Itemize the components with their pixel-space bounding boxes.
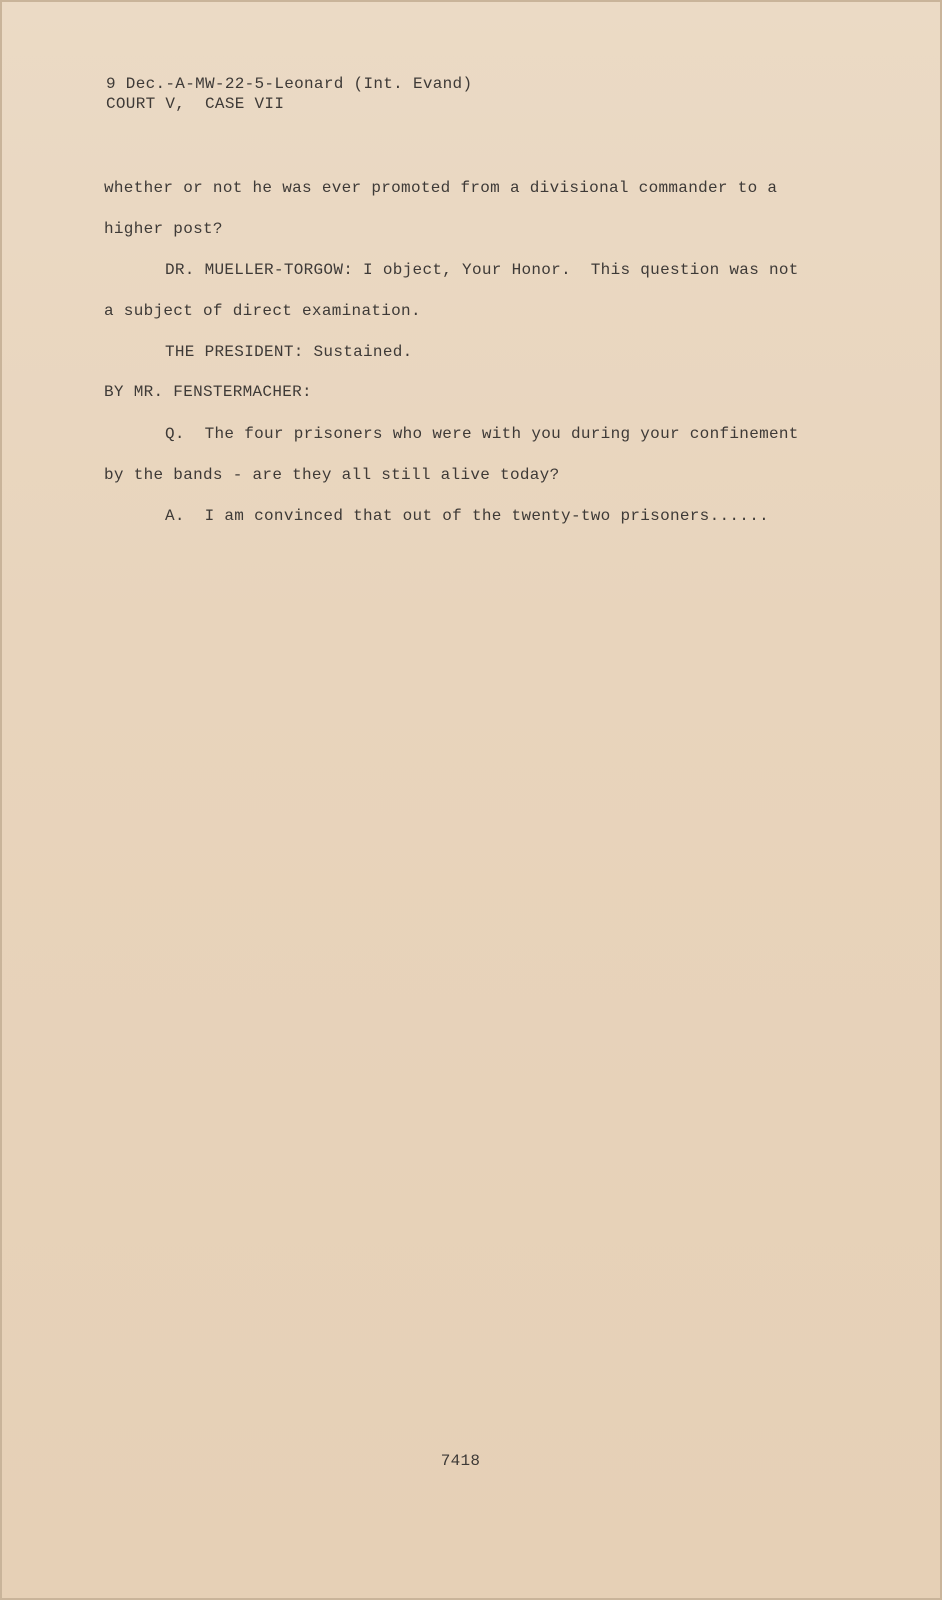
page-number: 7418 — [440, 1452, 481, 1470]
ruling-text: Sustained. — [303, 343, 413, 361]
question-line-1: Q. The four prisoners who were with you during your confinement — [165, 425, 799, 443]
header-reference: 9 Dec.-A-MW-22-5-Leonard (Int. Evand) — [106, 75, 473, 93]
question-line-2: by the bands - are they all still alive today? — [104, 466, 560, 484]
objection-line-1 — [165, 260, 799, 280]
speaker-president: THE PRESIDENT: — [165, 343, 304, 361]
answer-line: A. I am convinced that out of the twenty-two prisoners...... — [165, 507, 769, 525]
header-court-case: COURT V, CASE VII — [106, 95, 285, 113]
speaker-mueller-torgow: DR. MUELLER-TORGOW: — [165, 261, 354, 279]
objection-text: I object, Your Honor. This question was not — [353, 261, 799, 279]
objection-line-2: a subject of direct examination. — [104, 302, 421, 320]
examiner-heading: BY MR. FENSTERMACHER: — [104, 383, 312, 401]
question-continuation-line-2: higher post? — [104, 220, 223, 238]
president-ruling — [165, 342, 413, 362]
question-continuation-line-1: whether or not he was ever promoted from a divisional commander to a — [104, 179, 778, 197]
